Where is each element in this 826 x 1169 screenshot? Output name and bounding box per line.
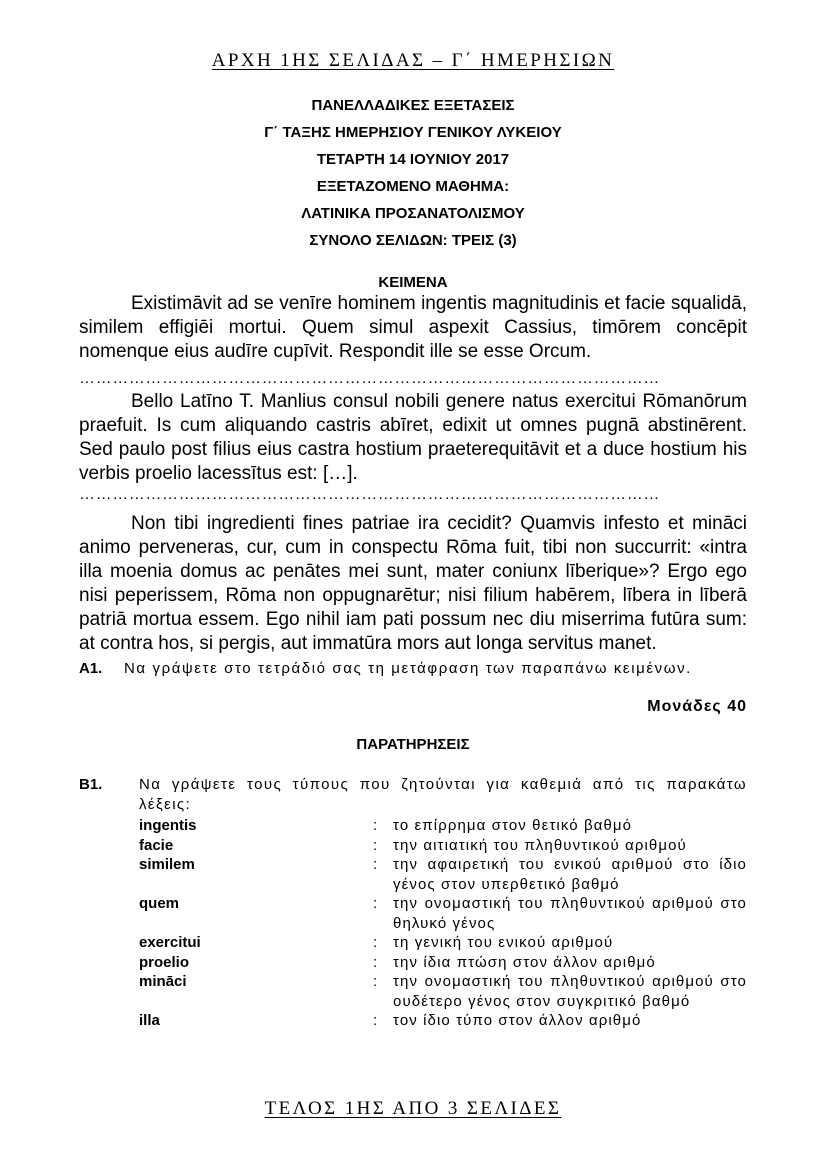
separator-dots: …………………………………………………………………………………………… bbox=[79, 486, 660, 503]
word-requirement: τον ίδιο τύπο στον άλλον αριθμό bbox=[393, 1012, 642, 1029]
marks-a1: Μονάδες 40 bbox=[647, 698, 747, 715]
exam-info-line: ΠΑΝΕΛΛΑΔΙΚΕΣ ΕΞΕΤΑΣΕΙΣ bbox=[311, 97, 515, 114]
latin-paragraph-2: Bello Latīno T. Manlius consul nobili genere natus exercitui Rōmanōrum praefuit. Is cum aliquando castris abīret, edixit ut omnes pugnā abstinērent. Sed paulo post filius eius castra hostium praeterequitāvit et a duce hostium his verbis proelio lacessītus est: […]. bbox=[79, 391, 747, 484]
word-row bbox=[139, 1011, 747, 1031]
word-requirement: την ονομαστική του πληθυντικού αριθμού στο θηλυκό γένος bbox=[393, 895, 747, 932]
latin-word: facie bbox=[139, 836, 174, 854]
question-b1-instructions: Να γράψετε τους τύπους που ζητούνται για καθεμιά από τις παρακάτω λέξεις: bbox=[139, 776, 747, 813]
exam-info-line: ΤΕΤΑΡΤΗ 14 ΙΟΥΝΙΟΥ 2017 bbox=[316, 151, 510, 168]
colon: : bbox=[373, 836, 378, 854]
colon: : bbox=[373, 817, 378, 834]
question-a1-text: Να γράψετε στο τετράδιό σας τη μετάφραση των παραπάνω κειμένων. bbox=[124, 660, 692, 677]
word-row bbox=[139, 836, 747, 856]
separator-dots: …………………………………………………………………………………………… bbox=[79, 370, 660, 387]
page-footer: ΤΕΛΟΣ 1ΗΣ ΑΠΟ 3 ΣΕΛΙΔΕΣ bbox=[264, 1098, 562, 1119]
colon: : bbox=[373, 1012, 378, 1029]
latin-paragraph-1: Existimāvit ad se venīre hominem ingentis magnitudinis et facie squalidā, similem effigiēi mortui. Quem simul aspexit Cassius, timōrem concēpit nomenque eius audīre cupīvit. Respondit ille se esse Orcum. bbox=[79, 293, 747, 362]
exam-info-line: ΣΥΝΟΛΟ ΣΕΛΙΔΩΝ: ΤΡΕΙΣ (3) bbox=[309, 232, 517, 249]
latin-word: mināci bbox=[139, 973, 187, 990]
word-row bbox=[139, 894, 747, 933]
texts-title: ΚΕΙΜΕΝΑ bbox=[378, 274, 448, 291]
latin-word: quem bbox=[139, 895, 180, 912]
word-list bbox=[139, 816, 747, 1031]
exam-info bbox=[0, 92, 826, 254]
word-row bbox=[139, 816, 747, 836]
word-requirement: την ίδια πτώση στον άλλον αριθμό bbox=[393, 953, 656, 971]
word-requirement: τη γενική του ενικού αριθμού bbox=[393, 934, 614, 951]
word-requirement: την αφαιρετική του ενικού αριθμού στο ίδιο γένος στον υπερθετικό βαθμό bbox=[393, 856, 747, 893]
latin-paragraph-3: Non tibi ingredienti fines patriae ira cecidit? Quamvis infesto et mināci animo perveneras, cur, cum in conspectu Rōma fuit, tibi non succurrit: «intra illa moenia domus ac penātes mei sunt, mater coniunx līberique»? Ergo ego nisi peperissem, Rōma non oppugnarētur; nisi filium habērem, lībera in līberā patriā mortua essem. Ego nihil iam pati possum nec diu miserrima futūra sum: at contra hos, si pergis, aut immatūra mors aut longa servitus manet. bbox=[79, 513, 747, 654]
latin-word: exercitui bbox=[139, 934, 201, 951]
notes-title: ΠΑΡΑΤΗΡΗΣΕΙΣ bbox=[356, 736, 470, 753]
word-requirement: το επίρρημα στον θετικό βαθμό bbox=[393, 817, 633, 834]
word-requirement: την ονομαστική του πληθυντικού αριθμού στο ουδέτερο γένος στον συγκριτικό βαθμό bbox=[393, 973, 747, 1010]
latin-word: similem bbox=[139, 856, 195, 873]
exam-info-line: Γ΄ ΤΑΞΗΣ ΗΜΕΡΗΣΙΟΥ ΓΕΝΙΚΟΥ ΛΥΚΕΙΟΥ bbox=[264, 124, 562, 141]
word-row bbox=[139, 933, 747, 953]
exam-info-line: ΕΞΕΤΑΖΟΜΕΝΟ ΜΑΘΗΜΑ: bbox=[316, 178, 510, 195]
latin-word: ingentis bbox=[139, 817, 197, 834]
colon: : bbox=[373, 934, 378, 951]
latin-word: proelio bbox=[139, 953, 190, 971]
word-requirement: την αιτιατική του πληθυντικού αριθμού bbox=[393, 836, 687, 854]
latin-word: illa bbox=[139, 1012, 160, 1029]
question-b1-label: B1. bbox=[79, 776, 103, 793]
colon: : bbox=[373, 973, 378, 990]
colon: : bbox=[373, 895, 378, 912]
colon: : bbox=[373, 856, 378, 873]
question-a1-label: A1. bbox=[79, 660, 103, 677]
word-row bbox=[139, 953, 747, 973]
page-header: ΑΡΧΗ 1ΗΣ ΣΕΛΙΔΑΣ – Γ΄ ΗΜΕΡΗΣΙΩΝ bbox=[211, 50, 615, 71]
word-row bbox=[139, 972, 747, 1011]
colon: : bbox=[373, 953, 378, 971]
exam-info-line: ΛΑΤΙΝΙΚΑ ΠΡΟΣΑΝΑΤΟΛΙΣΜΟΥ bbox=[301, 205, 525, 222]
word-row bbox=[139, 855, 747, 894]
